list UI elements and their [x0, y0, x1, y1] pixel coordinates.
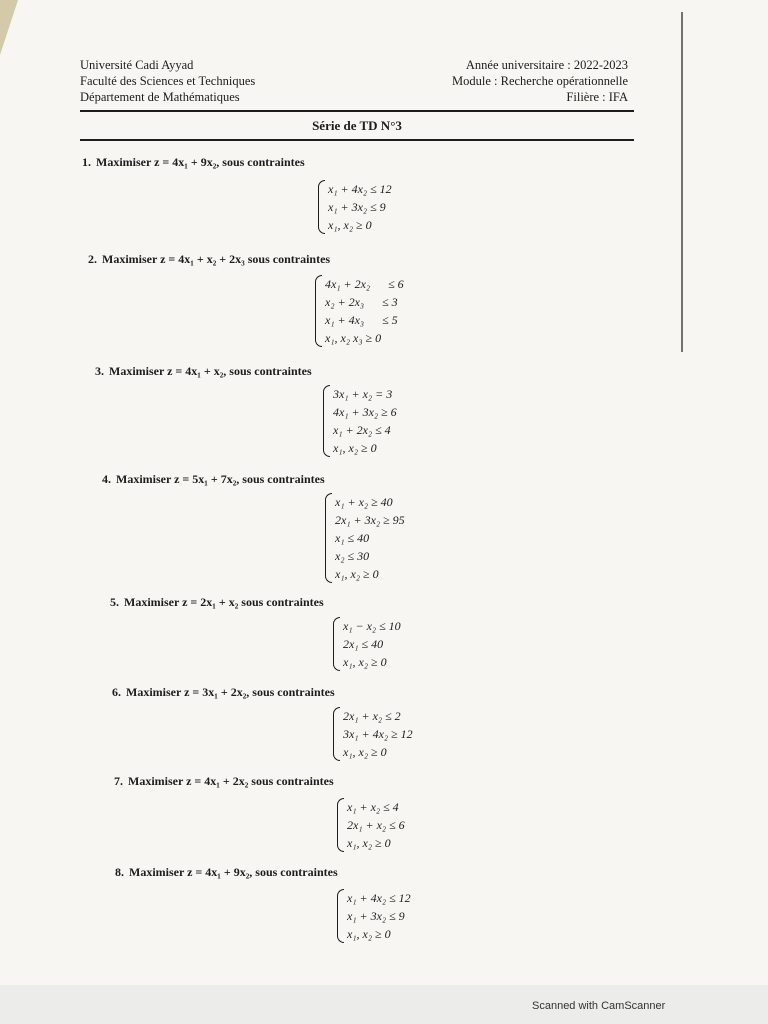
header-course-info	[452, 57, 628, 105]
constraint-line: x₁ + 4x₃ ≤ 5	[325, 313, 398, 327]
constraint-line: x₁, x₂ ≥ 0	[343, 655, 387, 669]
module-name: Module : Recherche opérationnelle	[452, 74, 628, 88]
constraint-line: x₁ ≤ 40	[335, 531, 370, 545]
program-name: Filière : IFA	[566, 90, 628, 104]
constraint-line: x₁, x₂ ≥ 0	[335, 567, 379, 581]
constraint-system-1	[318, 180, 392, 234]
page-edge-line	[681, 12, 683, 352]
left-brace	[337, 798, 344, 852]
exercise-statement	[102, 472, 325, 487]
objective-text: Maximiser z = 2x₁ + x₂ sous contraintes	[124, 595, 324, 609]
exercise-number: 8.	[115, 865, 124, 879]
constraint-line: x₂ + 2x₃ ≤ 3	[325, 295, 398, 309]
exercise-3	[95, 364, 312, 379]
exercise-number: 4.	[102, 472, 111, 486]
scanner-watermark: Scanned with CamScanner	[532, 1000, 666, 1012]
exercise-1	[82, 155, 305, 170]
exercise-number: 5.	[110, 595, 119, 609]
constraint-line: 4x₁ + 2x₂ ≤ 6	[325, 277, 404, 291]
exercise-number: 1.	[82, 155, 91, 169]
exercise-statement	[95, 364, 312, 379]
constraint-line: x₁, x₂ ≥ 0	[333, 441, 377, 455]
constraint-system-8	[337, 889, 411, 943]
constraint-line: x₁ + 3x₂ ≤ 9	[328, 200, 386, 214]
constraint-line: x₁ + 3x₂ ≤ 9	[347, 909, 405, 923]
exercise-6	[112, 685, 335, 700]
faculty-name: Faculté des Sciences et Techniques	[80, 74, 256, 88]
exercise-statement	[88, 252, 330, 267]
constraint-line: x₁, x₂ ≥ 0	[343, 745, 387, 759]
constraint-system-3	[323, 385, 397, 457]
exercise-statement	[115, 865, 338, 880]
left-brace	[333, 617, 340, 671]
title-rule-top	[80, 110, 634, 112]
exercise-4	[102, 472, 325, 487]
constraint-system-7	[337, 798, 405, 852]
constraint-system-5	[333, 617, 401, 671]
constraint-line: 3x₁ + 4x₂ ≥ 12	[343, 727, 413, 741]
exercise-number: 3.	[95, 364, 104, 378]
constraint-line: x₁ + x₂ ≥ 40	[335, 495, 393, 509]
exercise-statement	[82, 155, 305, 170]
left-brace	[323, 385, 330, 457]
page-title: Série de TD N°3	[312, 118, 402, 133]
academic-year: Année universitaire : 2022-2023	[465, 58, 628, 72]
exercise-7	[114, 774, 334, 789]
exercise-statement	[112, 685, 335, 700]
objective-text: Maximiser z = 4x₁ + x₂ + 2x₃ sous contraintes	[102, 252, 331, 266]
exercise-number: 7.	[114, 774, 123, 788]
title-rule-bottom	[80, 139, 634, 141]
constraint-line: 3x₁ + x₂ = 3	[333, 387, 393, 401]
left-brace	[333, 707, 340, 761]
constraint-system-6	[333, 707, 413, 761]
constraint-line: 2x₁ ≤ 40	[343, 637, 384, 651]
objective-text: Maximiser z = 4x₁ + 9x₂, sous contraintes	[129, 865, 338, 879]
left-brace	[337, 889, 344, 943]
exercise-number: 2.	[88, 252, 97, 266]
objective-text: Maximiser z = 4x₁ + x₂, sous contraintes	[109, 364, 312, 378]
objective-text: Maximiser z = 3x₁ + 2x₂, sous contraintes	[126, 685, 335, 699]
exercise-number: 6.	[112, 685, 121, 699]
left-brace	[318, 180, 325, 234]
constraint-line: x₁ + 2x₂ ≤ 4	[333, 423, 391, 437]
constraint-system-2	[315, 275, 404, 347]
constraint-line: 2x₁ + x₂ ≤ 6	[347, 818, 405, 832]
constraint-line: x₁ + 4x₂ ≤ 12	[328, 182, 392, 196]
constraint-line: x₁ + x₂ ≤ 4	[347, 800, 399, 814]
constraint-line: x₁, x₂ ≥ 0	[328, 218, 372, 232]
exercise-statement	[110, 595, 324, 610]
exercise-statement	[114, 774, 334, 789]
left-brace	[325, 493, 332, 583]
left-brace	[315, 275, 322, 347]
exercise-8	[115, 865, 338, 880]
page-corner-shadow	[0, 0, 18, 55]
constraint-line: x₁, x₂ ≥ 0	[347, 927, 391, 941]
constraint-line: 2x₁ + x₂ ≤ 2	[343, 709, 401, 723]
exercise-5	[110, 595, 324, 610]
objective-text: Maximiser z = 4x₁ + 2x₂ sous contraintes	[128, 774, 334, 788]
university-name: Université Cadi Ayyad	[80, 58, 194, 72]
constraint-line: x₁, x₂ x₃ ≥ 0	[325, 331, 382, 345]
header-institution	[80, 57, 255, 105]
constraint-line: 2x₁ + 3x₂ ≥ 95	[335, 513, 405, 527]
constraint-line: 4x₁ + 3x₂ ≥ 6	[333, 405, 397, 419]
department-name: Département de Mathématiques	[80, 90, 240, 104]
constraint-line: x₁ + 4x₂ ≤ 12	[347, 891, 411, 905]
constraint-line: x₁ − x₂ ≤ 10	[343, 619, 401, 633]
exercise-2	[88, 252, 330, 267]
objective-text: Maximiser z = 5x₁ + 7x₂, sous contraintes	[116, 472, 325, 486]
constraint-line: x₂ ≤ 30	[335, 549, 370, 563]
constraint-line: x₁, x₂ ≥ 0	[347, 836, 391, 850]
constraint-system-4	[325, 493, 405, 583]
objective-text: Maximiser z = 4x₁ + 9x₂, sous contraintes	[96, 155, 305, 169]
